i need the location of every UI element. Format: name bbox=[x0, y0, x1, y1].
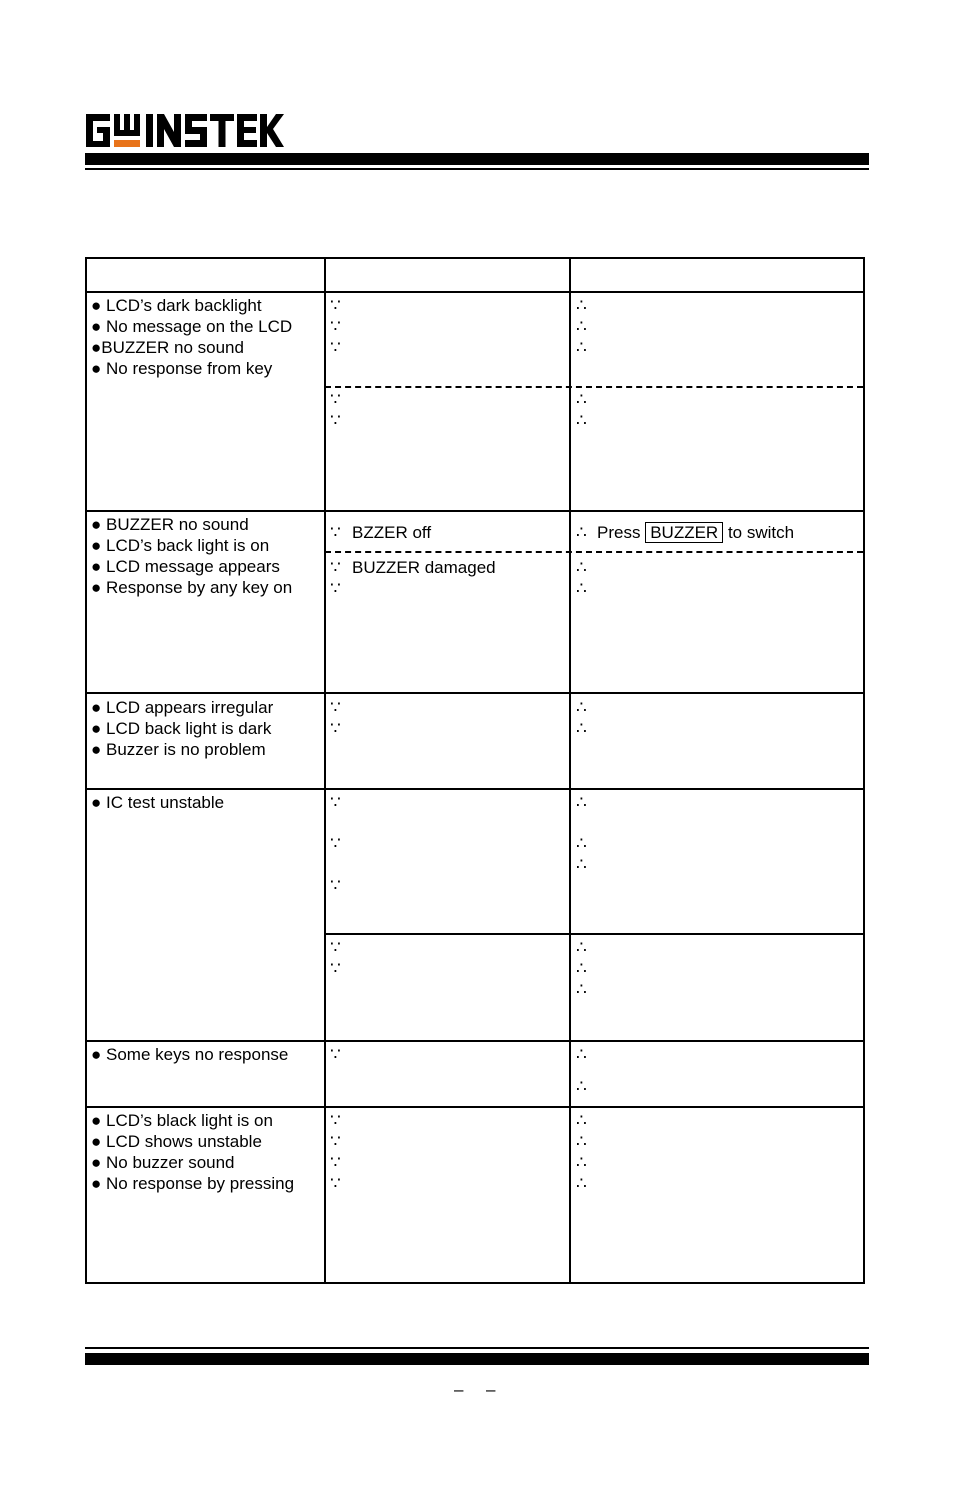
symptom-text: ● No response by pressing bbox=[91, 1174, 295, 1193]
because-symbol: ∵ bbox=[330, 317, 341, 336]
action-suffix: to switch bbox=[727, 523, 795, 542]
symptom-text: ● BUZZER no sound bbox=[91, 515, 249, 534]
symptom-text: ●BUZZER no sound bbox=[91, 338, 244, 357]
therefore-symbol: ∴ bbox=[576, 1153, 587, 1172]
header-rule-thick bbox=[85, 153, 869, 165]
symptom-text: ● LCD’s black light is on bbox=[91, 1111, 273, 1130]
therefore-symbol: ∴ bbox=[576, 317, 587, 336]
therefore-symbol: ∴ bbox=[576, 698, 587, 717]
therefore-symbol: ∴ bbox=[576, 980, 587, 999]
symptom-text: ● No buzzer sound bbox=[91, 1153, 235, 1172]
action-text bbox=[597, 522, 794, 543]
therefore-symbol: ∴ bbox=[576, 834, 587, 853]
symptom-text: ● LCD’s dark backlight bbox=[91, 296, 262, 315]
because-symbol: ∵ bbox=[330, 523, 341, 542]
cause-text: BZZER off bbox=[352, 523, 432, 542]
header-rule-thin bbox=[85, 168, 869, 170]
symptom-text: ● No response from key bbox=[91, 359, 273, 378]
because-symbol: ∵ bbox=[330, 698, 341, 717]
because-symbol: ∵ bbox=[330, 296, 341, 315]
symptom-text: ● LCD appears irregular bbox=[91, 698, 274, 717]
therefore-symbol: ∴ bbox=[576, 390, 587, 409]
because-symbol: ∵ bbox=[330, 338, 341, 357]
therefore-symbol: ∴ bbox=[576, 793, 587, 812]
therefore-symbol: ∴ bbox=[576, 1077, 587, 1096]
therefore-symbol: ∴ bbox=[576, 1132, 587, 1151]
page-number-mark: – bbox=[486, 1380, 496, 1399]
because-symbol: ∵ bbox=[330, 390, 341, 409]
because-symbol: ∵ bbox=[330, 579, 341, 598]
therefore-symbol: ∴ bbox=[576, 338, 587, 357]
symptom-text: ● IC test unstable bbox=[91, 793, 225, 812]
action-prefix: Press bbox=[597, 523, 641, 542]
cause-text: BUZZER damaged bbox=[352, 558, 496, 577]
therefore-symbol: ∴ bbox=[576, 855, 587, 874]
because-symbol: ∵ bbox=[330, 834, 341, 853]
therefore-symbol: ∴ bbox=[576, 1045, 587, 1064]
page-number-mark: – bbox=[454, 1380, 464, 1399]
because-symbol: ∵ bbox=[330, 411, 341, 430]
therefore-symbol: ∴ bbox=[576, 523, 587, 542]
because-symbol: ∵ bbox=[330, 1174, 341, 1193]
because-symbol: ∵ bbox=[330, 558, 341, 577]
therefore-symbol: ∴ bbox=[576, 558, 587, 577]
symptom-text: ● LCD back light is dark bbox=[91, 719, 272, 738]
symptom-text: ● Some keys no response bbox=[91, 1045, 289, 1064]
therefore-symbol: ∴ bbox=[576, 1174, 587, 1193]
because-symbol: ∵ bbox=[330, 1153, 341, 1172]
symptom-text: ● Response by any key on bbox=[91, 578, 293, 597]
therefore-symbol: ∴ bbox=[576, 1111, 587, 1130]
therefore-symbol: ∴ bbox=[576, 719, 587, 738]
therefore-symbol: ∴ bbox=[576, 296, 587, 315]
footer-rule-thin bbox=[85, 1347, 869, 1349]
therefore-symbol: ∴ bbox=[576, 938, 587, 957]
because-symbol: ∵ bbox=[330, 959, 341, 978]
symptom-text: ● LCD message appears bbox=[91, 557, 280, 576]
footer-rule-thick bbox=[85, 1353, 869, 1365]
therefore-symbol: ∴ bbox=[576, 411, 587, 430]
therefore-symbol: ∴ bbox=[576, 579, 587, 598]
because-symbol: ∵ bbox=[330, 876, 341, 895]
symptom-text: ● No message on the LCD bbox=[91, 317, 293, 336]
because-symbol: ∵ bbox=[330, 719, 341, 738]
because-symbol: ∵ bbox=[330, 1132, 341, 1151]
therefore-symbol: ∴ bbox=[576, 959, 587, 978]
because-symbol: ∵ bbox=[330, 938, 341, 957]
because-symbol: ∵ bbox=[330, 793, 341, 812]
symptom-text: ● LCD’s back light is on bbox=[91, 536, 270, 555]
symptom-text: ● Buzzer is no problem bbox=[91, 740, 266, 759]
symptom-text: ● LCD shows unstable bbox=[91, 1132, 262, 1151]
gwinstek-logo bbox=[84, 110, 284, 150]
buzzer-key-label: BUZZER bbox=[645, 522, 723, 543]
logo-accent-bar bbox=[114, 140, 140, 147]
because-symbol: ∵ bbox=[330, 1111, 341, 1130]
because-symbol: ∵ bbox=[330, 1045, 341, 1064]
